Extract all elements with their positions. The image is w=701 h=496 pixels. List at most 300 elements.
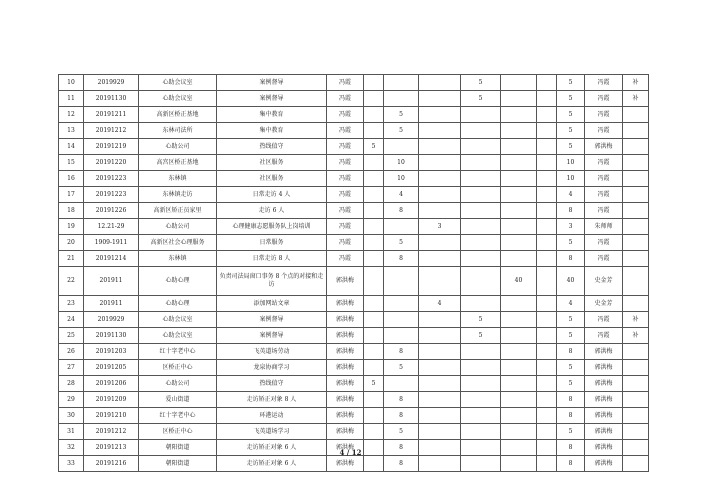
cell-c: [419, 235, 461, 251]
cell-c: [419, 75, 461, 91]
cell-note: [623, 203, 649, 219]
cell-d: [461, 408, 501, 424]
cell-no: 11: [59, 91, 84, 107]
cell-note: [623, 376, 649, 392]
cell-f: [537, 155, 557, 171]
cell-b: [384, 75, 419, 91]
cell-person: 冯霞: [327, 251, 364, 267]
cell-person: 郭洪梅: [327, 296, 364, 312]
cell-note: [623, 344, 649, 360]
cell-total: 5: [557, 107, 585, 123]
cell-no: 26: [59, 344, 84, 360]
cell-total: 40: [557, 267, 585, 296]
table-row: [59, 235, 649, 251]
cell-c: [419, 139, 461, 155]
cell-date: 12.21-29: [84, 219, 139, 235]
cell-date: 20191206: [84, 376, 139, 392]
cell-total: 8: [557, 440, 585, 456]
cell-d: [461, 235, 501, 251]
cell-e: [501, 203, 537, 219]
cell-date: 20191223: [84, 187, 139, 203]
cell-d: [461, 267, 501, 296]
table-row: [59, 251, 649, 267]
page-number: 4 / 12: [339, 448, 362, 457]
cell-place: 心助公司: [139, 376, 217, 392]
cell-content: 添加网站文章: [217, 296, 327, 312]
cell-b: 8: [384, 408, 419, 424]
cell-f: [537, 171, 557, 187]
cell-c: [419, 155, 461, 171]
cell-b: [384, 312, 419, 328]
cell-sign: 史金芳: [585, 267, 623, 296]
cell-b: 4: [384, 187, 419, 203]
cell-total: 8: [557, 392, 585, 408]
cell-person: 冯霞: [327, 203, 364, 219]
cell-a: [364, 187, 384, 203]
cell-e: [501, 139, 537, 155]
cell-a: [364, 296, 384, 312]
cell-note: 补: [623, 75, 649, 91]
table-row: [59, 155, 649, 171]
table-row: [59, 392, 649, 408]
cell-date: 2019929: [84, 312, 139, 328]
cell-e: [501, 312, 537, 328]
cell-content: 热线值守: [217, 376, 327, 392]
cell-d: 5: [461, 328, 501, 344]
cell-a: [364, 456, 384, 472]
cell-c: [419, 344, 461, 360]
cell-e: [501, 75, 537, 91]
cell-no: 32: [59, 440, 84, 456]
cell-note: [623, 251, 649, 267]
cell-e: [501, 219, 537, 235]
cell-sign: 朱师师: [585, 219, 623, 235]
cell-total: 8: [557, 344, 585, 360]
cell-f: [537, 424, 557, 440]
cell-a: [364, 91, 384, 107]
cell-note: [623, 123, 649, 139]
table-row: [59, 203, 649, 219]
cell-f: [537, 123, 557, 139]
cell-person: 冯霞: [327, 139, 364, 155]
cell-total: 5: [557, 235, 585, 251]
table-row: [59, 171, 649, 187]
cell-f: [537, 344, 557, 360]
cell-no: 19: [59, 219, 84, 235]
cell-a: [364, 171, 384, 187]
cell-a: [364, 408, 384, 424]
cell-place: 高宫区桥正基地: [139, 155, 217, 171]
cell-e: [501, 251, 537, 267]
cell-c: [419, 312, 461, 328]
cell-e: [501, 296, 537, 312]
cell-b: [384, 219, 419, 235]
cell-f: [537, 219, 557, 235]
cell-f: [537, 91, 557, 107]
cell-a: [364, 344, 384, 360]
cell-place: 红十字老中心: [139, 344, 217, 360]
cell-a: [364, 267, 384, 296]
cell-e: [501, 360, 537, 376]
cell-content: 走访矫正对象 8 人: [217, 392, 327, 408]
cell-sign: 冯霞: [585, 123, 623, 139]
cell-e: [501, 123, 537, 139]
cell-b: 8: [384, 456, 419, 472]
cell-a: [364, 251, 384, 267]
table-row: [59, 139, 649, 155]
cell-place: 东林镇: [139, 171, 217, 187]
cell-no: 25: [59, 328, 84, 344]
table-body: [59, 75, 649, 472]
cell-person: 冯霞: [327, 155, 364, 171]
cell-person: 冯霞: [327, 107, 364, 123]
table-row: [59, 187, 649, 203]
cell-place: 朝阳街道: [139, 440, 217, 456]
cell-sign: 冯霞: [585, 235, 623, 251]
cell-sign: 郭洪梅: [585, 139, 623, 155]
cell-total: 4: [557, 187, 585, 203]
cell-a: [364, 392, 384, 408]
cell-b: 8: [384, 251, 419, 267]
cell-c: [419, 187, 461, 203]
cell-place: 朝阳街道: [139, 456, 217, 472]
cell-c: [419, 392, 461, 408]
cell-b: 8: [384, 392, 419, 408]
table-row: [59, 75, 649, 91]
cell-person: 郭洪梅: [327, 344, 364, 360]
cell-f: [537, 456, 557, 472]
cell-person: 冯霞: [327, 123, 364, 139]
cell-b: 8: [384, 440, 419, 456]
cell-total: 4: [557, 296, 585, 312]
cell-person: 冯霞: [327, 187, 364, 203]
cell-c: [419, 91, 461, 107]
cell-f: [537, 187, 557, 203]
cell-place: 高新区桥正基地: [139, 107, 217, 123]
cell-b: [384, 328, 419, 344]
cell-place: 心助会议室: [139, 75, 217, 91]
cell-b: 5: [384, 424, 419, 440]
cell-note: [623, 360, 649, 376]
cell-date: 201911: [84, 267, 139, 296]
cell-a: [364, 75, 384, 91]
cell-person: 冯霞: [327, 75, 364, 91]
cell-person: 郭洪梅: [327, 360, 364, 376]
cell-person: 郭洪梅: [327, 328, 364, 344]
cell-note: [623, 456, 649, 472]
cell-c: [419, 360, 461, 376]
cell-no: 28: [59, 376, 84, 392]
cell-person: 冯霞: [327, 171, 364, 187]
cell-e: [501, 424, 537, 440]
cell-date: 20191220: [84, 155, 139, 171]
cell-sign: 冯霞: [585, 107, 623, 123]
cell-no: 13: [59, 123, 84, 139]
cell-sign: 冯霞: [585, 155, 623, 171]
cell-no: 18: [59, 203, 84, 219]
cell-sign: 冯霞: [585, 75, 623, 91]
cell-e: [501, 235, 537, 251]
cell-d: [461, 376, 501, 392]
cell-content: 社区服务: [217, 171, 327, 187]
cell-sign: 郭洪梅: [585, 344, 623, 360]
cell-note: 补: [623, 91, 649, 107]
cell-total: 8: [557, 456, 585, 472]
cell-date: 20191209: [84, 392, 139, 408]
cell-total: 5: [557, 424, 585, 440]
cell-no: 29: [59, 392, 84, 408]
cell-date: 20191211: [84, 107, 139, 123]
cell-f: [537, 251, 557, 267]
cell-total: 10: [557, 171, 585, 187]
cell-a: [364, 203, 384, 219]
table-row: [59, 219, 649, 235]
cell-e: [501, 187, 537, 203]
cell-c: [419, 203, 461, 219]
cell-b: [384, 91, 419, 107]
cell-total: 5: [557, 360, 585, 376]
cell-c: [419, 424, 461, 440]
cell-date: 20191216: [84, 456, 139, 472]
cell-place: 心助会议室: [139, 328, 217, 344]
cell-e: [501, 376, 537, 392]
cell-f: [537, 296, 557, 312]
cell-no: 14: [59, 139, 84, 155]
table-row: [59, 376, 649, 392]
cell-person: 郭洪梅: [327, 424, 364, 440]
table-row: [59, 424, 649, 440]
cell-d: [461, 171, 501, 187]
cell-f: [537, 328, 557, 344]
cell-a: [364, 219, 384, 235]
cell-e: [501, 107, 537, 123]
cell-f: [537, 139, 557, 155]
cell-total: 8: [557, 203, 585, 219]
cell-f: [537, 376, 557, 392]
cell-no: 20: [59, 235, 84, 251]
cell-c: 4: [419, 296, 461, 312]
table-row: [59, 123, 649, 139]
table-row: [59, 344, 649, 360]
cell-a: [364, 360, 384, 376]
cell-b: [384, 376, 419, 392]
cell-d: [461, 123, 501, 139]
cell-a: [364, 155, 384, 171]
cell-date: 20191213: [84, 440, 139, 456]
cell-content: 走访 6 人: [217, 203, 327, 219]
cell-place: 区桥正中心: [139, 424, 217, 440]
cell-date: 1909-1911: [84, 235, 139, 251]
cell-f: [537, 267, 557, 296]
cell-person: 郭洪梅: [327, 408, 364, 424]
cell-person: 郭洪梅: [327, 267, 364, 296]
cell-d: 5: [461, 75, 501, 91]
cell-d: [461, 155, 501, 171]
cell-note: [623, 155, 649, 171]
cell-e: [501, 408, 537, 424]
cell-f: [537, 107, 557, 123]
cell-a: [364, 328, 384, 344]
cell-c: [419, 107, 461, 123]
cell-total: 5: [557, 328, 585, 344]
cell-no: 17: [59, 187, 84, 203]
cell-d: [461, 392, 501, 408]
cell-content: 飞英道场学习: [217, 424, 327, 440]
cell-note: [623, 408, 649, 424]
cell-date: 20191210: [84, 408, 139, 424]
cell-e: [501, 91, 537, 107]
cell-content: 集中教育: [217, 107, 327, 123]
cell-c: [419, 408, 461, 424]
cell-date: 2019929: [84, 75, 139, 91]
cell-f: [537, 360, 557, 376]
cell-sign: 冯霞: [585, 187, 623, 203]
cell-note: [623, 219, 649, 235]
cell-no: 15: [59, 155, 84, 171]
cell-content: 飞英道场劳动: [217, 344, 327, 360]
cell-no: 23: [59, 296, 84, 312]
cell-date: 20191219: [84, 139, 139, 155]
cell-b: 5: [384, 107, 419, 123]
table-row: [59, 408, 649, 424]
cell-person: 郭洪梅: [327, 456, 364, 472]
cell-date: 20191205: [84, 360, 139, 376]
cell-date: 201911: [84, 296, 139, 312]
cell-note: [623, 235, 649, 251]
cell-sign: 冯霞: [585, 171, 623, 187]
cell-place: 东林镇: [139, 251, 217, 267]
cell-content: 案例督导: [217, 328, 327, 344]
cell-total: 10: [557, 155, 585, 171]
cell-d: [461, 360, 501, 376]
cell-e: [501, 392, 537, 408]
cell-place: 红十字老中心: [139, 408, 217, 424]
cell-f: [537, 235, 557, 251]
cell-place: 爱山街道: [139, 392, 217, 408]
cell-date: 20191203: [84, 344, 139, 360]
cell-d: [461, 203, 501, 219]
cell-note: [623, 267, 649, 296]
cell-sign: 郭洪梅: [585, 424, 623, 440]
table-row: [59, 107, 649, 123]
cell-note: [623, 424, 649, 440]
cell-content: 集中教育: [217, 123, 327, 139]
cell-sign: 郭洪梅: [585, 456, 623, 472]
cell-date: 20191130: [84, 91, 139, 107]
cell-date: 20191130: [84, 328, 139, 344]
cell-b: 10: [384, 171, 419, 187]
cell-note: [623, 187, 649, 203]
cell-person: 郭洪梅: [327, 392, 364, 408]
cell-content: 负责司法局窗口事务 8 个点的对接和走访: [217, 267, 327, 296]
cell-b: 8: [384, 203, 419, 219]
table-row: [59, 267, 649, 296]
cell-e: [501, 155, 537, 171]
cell-f: [537, 408, 557, 424]
cell-e: 40: [501, 267, 537, 296]
cell-sign: 冯霞: [585, 91, 623, 107]
cell-e: [501, 344, 537, 360]
cell-no: 22: [59, 267, 84, 296]
cell-sign: 郭洪梅: [585, 376, 623, 392]
cell-place: 心助心理: [139, 296, 217, 312]
cell-d: [461, 251, 501, 267]
cell-f: [537, 75, 557, 91]
cell-no: 33: [59, 456, 84, 472]
cell-e: [501, 171, 537, 187]
cell-content: 日常走访 8 人: [217, 251, 327, 267]
cell-person: 冯霞: [327, 235, 364, 251]
cell-sign: 郭洪梅: [585, 408, 623, 424]
cell-e: [501, 328, 537, 344]
cell-b: 8: [384, 344, 419, 360]
table-row: [59, 91, 649, 107]
cell-c: 3: [419, 219, 461, 235]
cell-no: 27: [59, 360, 84, 376]
cell-sign: 郭洪梅: [585, 360, 623, 376]
cell-b: 10: [384, 155, 419, 171]
cell-b: 5: [384, 235, 419, 251]
cell-place: 心助会议室: [139, 91, 217, 107]
cell-content: 日常服务: [217, 235, 327, 251]
cell-place: 东林司法所: [139, 123, 217, 139]
cell-note: [623, 139, 649, 155]
cell-sign: 冯霞: [585, 312, 623, 328]
cell-d: 5: [461, 91, 501, 107]
cell-a: [364, 123, 384, 139]
cell-total: 5: [557, 376, 585, 392]
cell-total: 5: [557, 139, 585, 155]
cell-person: 郭洪梅: [327, 440, 364, 456]
cell-sign: 郭洪梅: [585, 392, 623, 408]
cell-a: 5: [364, 139, 384, 155]
cell-d: 5: [461, 312, 501, 328]
cell-f: [537, 312, 557, 328]
cell-content: 走访矫正对象 6 人: [217, 440, 327, 456]
cell-date: 20191223: [84, 171, 139, 187]
cell-no: 24: [59, 312, 84, 328]
cell-f: [537, 203, 557, 219]
cell-note: 补: [623, 312, 649, 328]
cell-person: 郭洪梅: [327, 376, 364, 392]
cell-note: [623, 107, 649, 123]
cell-a: [364, 235, 384, 251]
cell-date: 20191226: [84, 203, 139, 219]
cell-sign: 冯霞: [585, 251, 623, 267]
cell-c: [419, 171, 461, 187]
cell-a: [364, 424, 384, 440]
cell-content: 环港运动: [217, 408, 327, 424]
cell-place: 东林镇走访: [139, 187, 217, 203]
cell-d: [461, 344, 501, 360]
cell-place: 高新区社会心理服务: [139, 235, 217, 251]
cell-d: [461, 139, 501, 155]
cell-b: [384, 139, 419, 155]
cell-no: 12: [59, 107, 84, 123]
cell-a: 5: [364, 376, 384, 392]
table-row: [59, 296, 649, 312]
cell-c: [419, 328, 461, 344]
cell-c: [419, 123, 461, 139]
cell-total: 5: [557, 312, 585, 328]
cell-content: 日常走访 4 人: [217, 187, 327, 203]
cell-place: 高新区矫正员家里: [139, 203, 217, 219]
cell-content: 社区服务: [217, 155, 327, 171]
cell-content: 案例督导: [217, 91, 327, 107]
cell-a: [364, 107, 384, 123]
cell-e: [501, 456, 537, 472]
cell-date: 20191212: [84, 424, 139, 440]
